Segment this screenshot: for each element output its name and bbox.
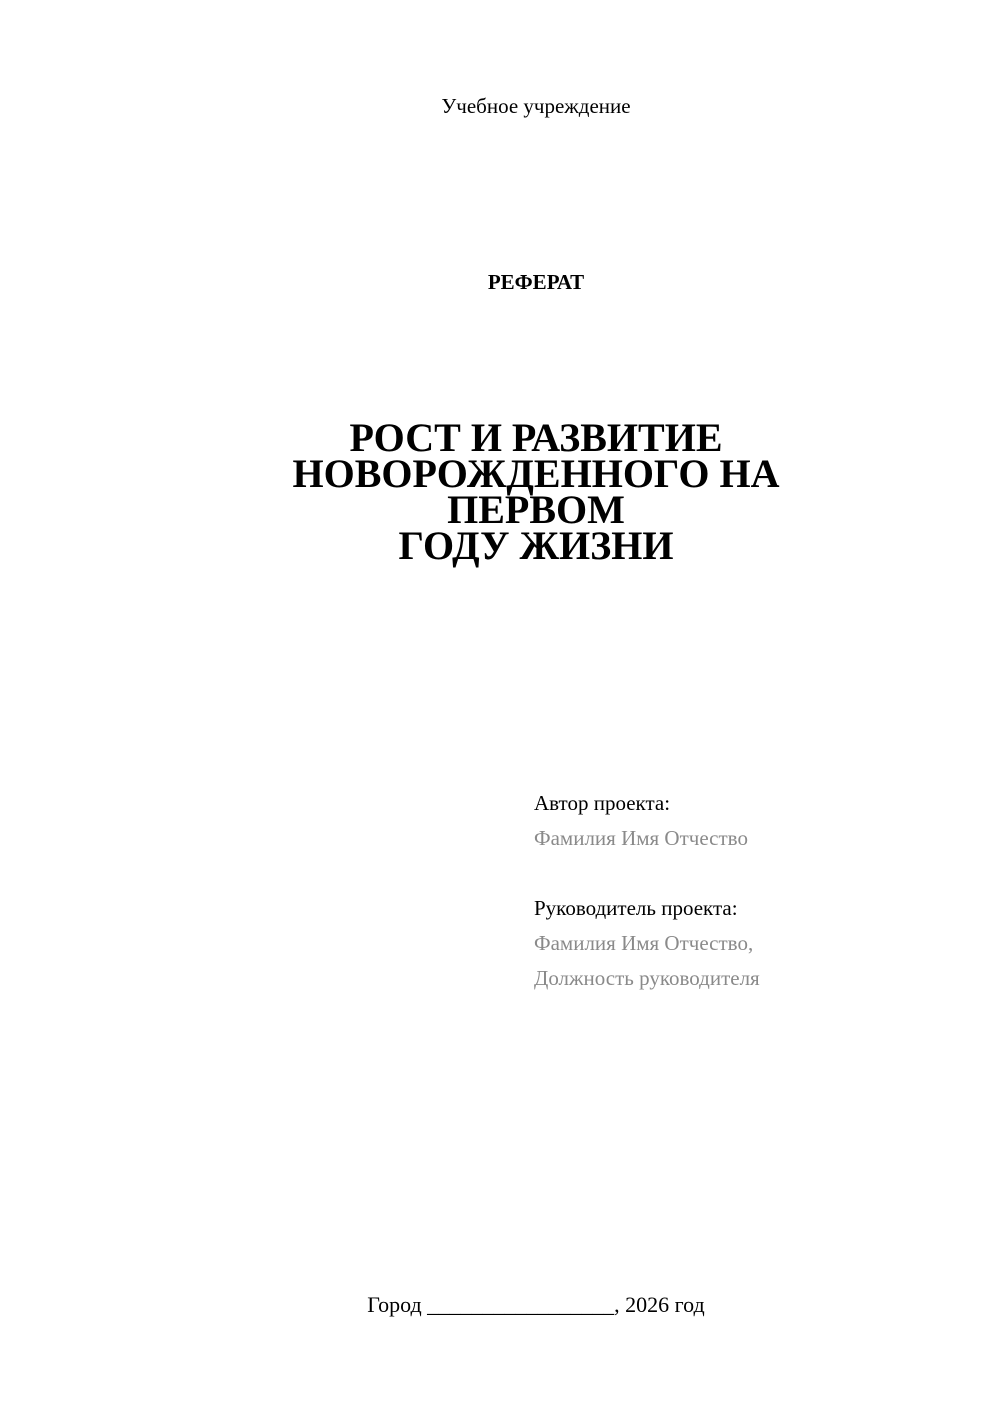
institution-name: Учебное учреждение: [441, 94, 631, 118]
supervisor-name: Фамилия Имя Отчество,: [534, 931, 754, 955]
title-line: ГОДУ ЖИЗНИ: [398, 523, 674, 568]
document-type: РЕФЕРАТ: [487, 270, 585, 294]
document-title: [200, 415, 872, 568]
title-line: НОВОРОЖДЕННОГО НА ПЕРВОМ: [292, 451, 780, 532]
title-line: РОСТ И РАЗВИТИЕ: [349, 415, 723, 460]
supervisor-label: Руководитель проекта:: [534, 896, 738, 920]
spacer: [534, 856, 974, 891]
credits-block: [534, 786, 974, 996]
city-year-footer: Город _________________, 2026 год: [367, 1292, 705, 1317]
supervisor-position: Должность руководителя: [534, 966, 760, 990]
author-label: Автор проекта:: [534, 791, 671, 815]
author-name: Фамилия Имя Отчество: [534, 826, 748, 850]
